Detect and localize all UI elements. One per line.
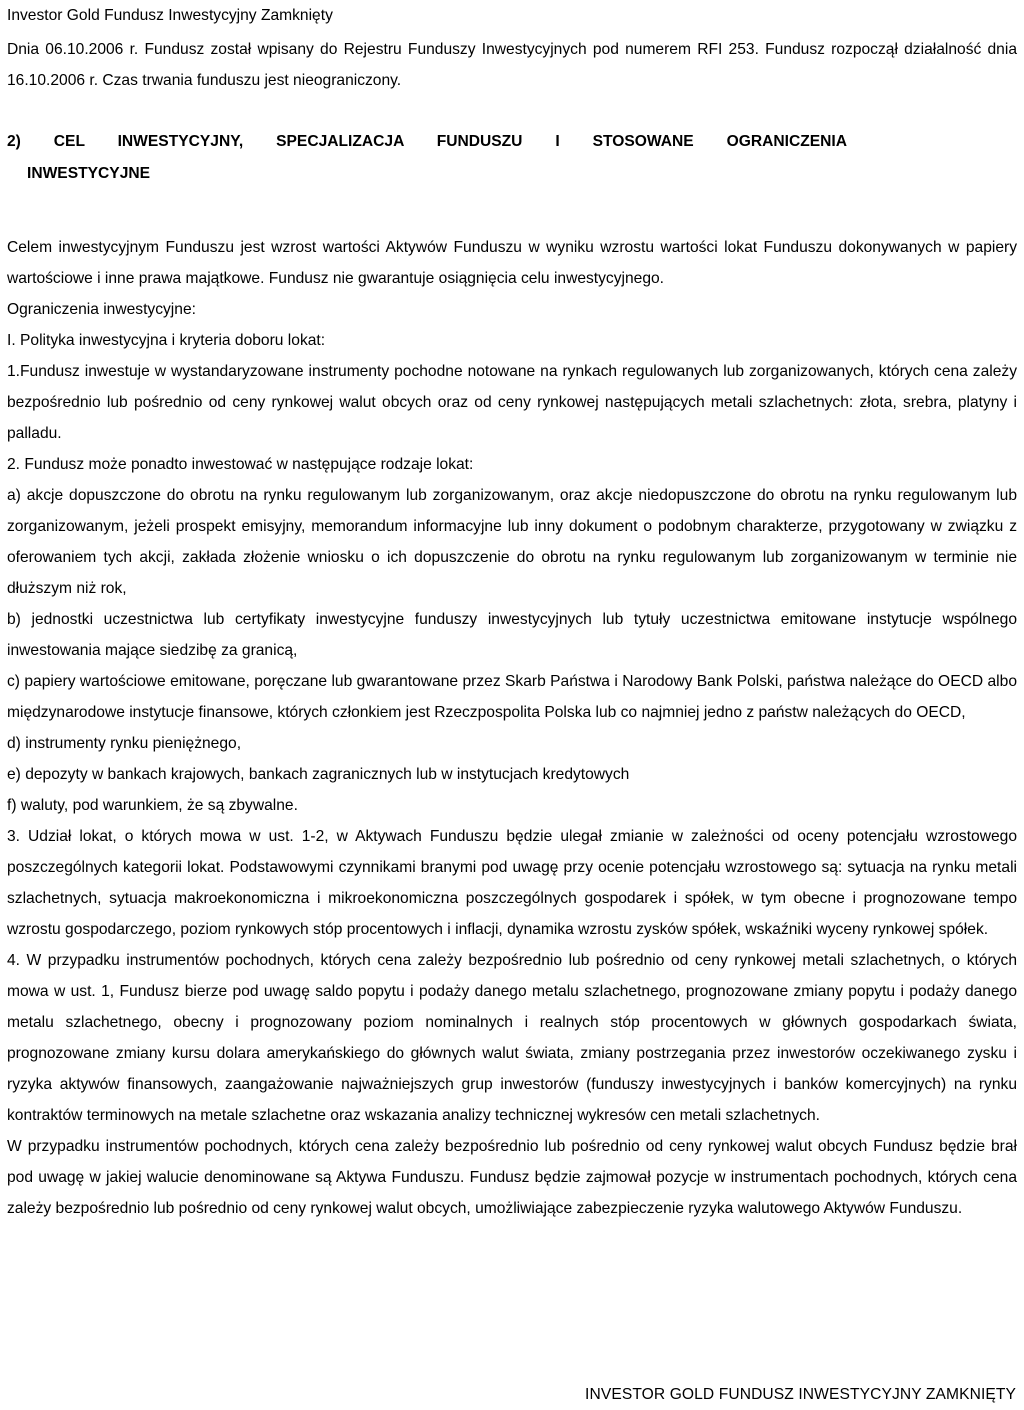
investment-policy-label: I. Polityka inwestycyjna i kryteria doboru lokat: (7, 332, 326, 349)
policy-point-1: 1.Fundusz inwestuje w wystandaryzowane instrumenty pochodne notowane na rynkach regulowanych lub zorganizowanych, których cena zależy bezpośrednio lub pośrednio od ceny rynkowej walut obcych oraz od ceny rynkowej następujących metali szlachetnych: złota, srebra, platyny i palladu. (7, 363, 1017, 442)
intro-paragraph: Dnia 06.10.2006 r. Fundusz został wpisany do Rejestru Funduszy Inwestycyjnych pod numerem RFI 253. Fundusz rozpoczął działalność dnia 16.10.2006 r. Czas trwania funduszu jest nieograniczony. (7, 41, 1017, 89)
document-footer: INVESTOR GOLD FUNDUSZ INWESTYCYJNY ZAMKNIĘTY (585, 1386, 1016, 1403)
investment-limits-label: Ograniczenia inwestycyjne: (7, 301, 196, 318)
list-item-e: e) depozyty w bankach krajowych, bankach zagranicznych lub w instytucjach kredytowych (7, 766, 630, 783)
document-header: Investor Gold Fundusz Inwestycyjny Zamknięty (7, 7, 333, 24)
section-heading (7, 126, 1017, 158)
currency-paragraph: W przypadku instrumentów pochodnych, których cena zależy bezpośrednio lub pośrednio od ceny rynkowej walut obcych Fundusz będzie brał pod uwagę w jakiej walucie denominowane są Aktywa Funduszu. Fundusz będzie zajmował pozycje w instrumentach pochodnych, których cena zależy bezpośrednio lub pośrednio od ceny rynkowej walut obcych, umożliwiające zabezpieczenie ryzyka walutowego Aktywów Funduszu. (7, 1138, 1017, 1217)
document-page (7, 4, 1017, 1224)
policy-point-2: 2. Fundusz może ponadto inwestować w następujące rodzaje lokat: (7, 456, 474, 473)
policy-point-3: 3. Udział lokat, o których mowa w ust. 1-2, w Aktywach Funduszu będzie ulegał zmianie w zależności od oceny potencjału wzrostowego poszczególnych kategorii lokat. Podstawowymi czynnikami branymi pod uwagę przy ocenie potencjału wzrostowego są: sytuacja na rynku metali szlachetnych, sytuacja makroekonomiczna i mikroekonomiczna poszczególnych gospodarek i spółek, w tym obecne i prognozowane tempo wzrostu gospodarczego, poziom rynkowych stóp procentowych i inflacji, dynamika wzrostu zysków spółek, wskaźniki wyceny rynkowej spółek. (7, 828, 1017, 938)
list-item-a: a) akcje dopuszczone do obrotu na rynku regulowanym lub zorganizowanym, oraz akcje niedopuszczone do obrotu na rynku regulowanym lub zorganizowanym, jeżeli prospekt emisyjny, memorandum informacyjne lub inny dokument o podobnym charakterze, przygotowany w związku z oferowaniem tych akcji, zakłada złożenie wniosku o ich dopuszczenie do obrotu na rynku regulowanym lub zorganizowanym w terminie nie dłuższym niż rok, (7, 487, 1017, 597)
list-item-b: b) jednostki uczestnictwa lub certyfikaty inwestycyjne funduszy inwestycyjnych lub tytuły uczestnictwa emitowane instytucje wspólnego inwestowania mające siedzibę za granicą, (7, 611, 1017, 659)
investment-goal-paragraph: Celem inwestycyjnym Funduszu jest wzrost wartości Aktywów Funduszu w wyniku wzrostu wartości lokat Funduszu dokonywanych w papiery wartościowe i inne prawa majątkowe. Fundusz nie gwarantuje osiągnięcia celu inwestycyjnego. (7, 239, 1017, 287)
list-item-c: c) papiery wartościowe emitowane, poręczane lub gwarantowane przez Skarb Państwa i Narodowy Bank Polski, państwa należące do OECD albo międzynarodowe instytucje finansowe, których członkiem jest Rzeczpospolita Polska lub co najmniej jedno z państw należących do OECD, (7, 673, 1017, 721)
list-item-f: f) waluty, pod warunkiem, że są zbywalne. (7, 797, 298, 814)
section-heading-line1: CEL INWESTYCYJNY, SPECJALIZACJA FUNDUSZU I STOSOWANE OGRANICZENIA (53, 133, 847, 150)
section-number: 2) (7, 133, 21, 150)
list-item-d: d) instrumenty rynku pieniężnego, (7, 735, 242, 752)
section-heading-line2: INWESTYCYJNE (27, 165, 151, 182)
policy-point-4: 4. W przypadku instrumentów pochodnych, których cena zależy bezpośrednio lub pośrednio od ceny rynkowej metali szlachetnych, o których mowa w ust. 1, Fundusz bierze pod uwagę saldo popytu i podaży danego metalu szlachetnego, prognozowane zmiany popytu i podaży danego metalu szlachetnego, obecny i prognozowany poziom nominalnych i realnych stóp procentowych w głównych gospodarkach świata, prognozowane zmiany kursu dolara amerykańskiego do głównych walut świata, zmiany postrzegania przez inwestorów oczekiwanego zysku i ryzyka aktywów finansowych, zaangażowanie najważniejszych grup inwestorów (funduszy inwestycyjnych i banków komercyjnych) na rynku kontraktów terminowych na metale szlachetne oraz wskazania analizy technicznej wykresów cen metali szlachetnych. (7, 952, 1017, 1124)
section-gap (7, 190, 1017, 232)
